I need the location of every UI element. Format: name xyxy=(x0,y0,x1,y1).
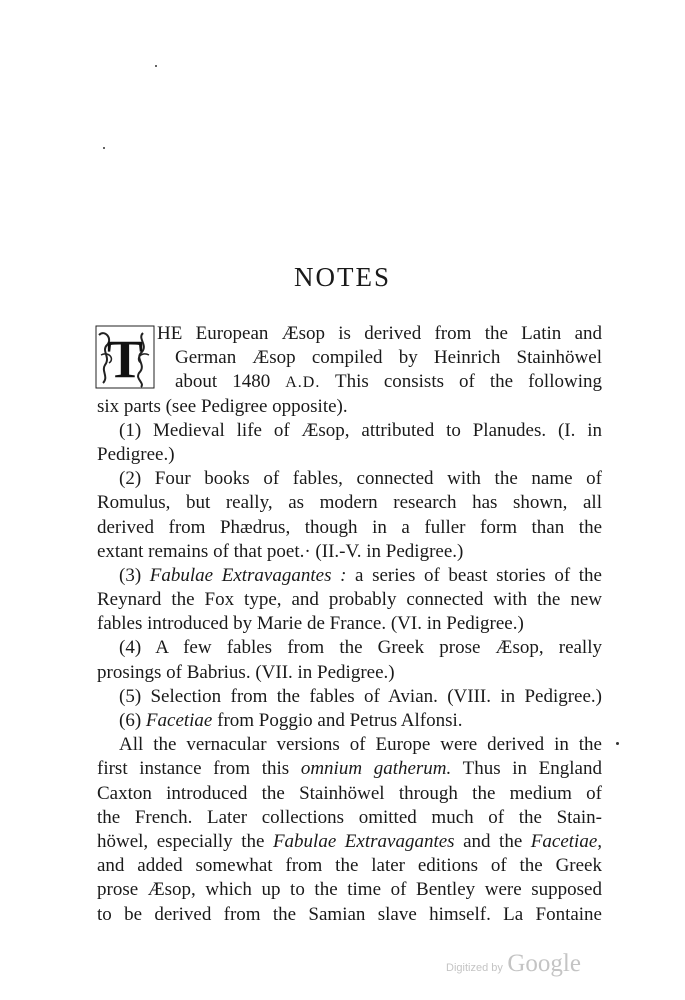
watermark-brand: Google xyxy=(507,950,581,977)
svg-text:T: T xyxy=(106,329,144,389)
text-line: six parts (see Pedigree opposite). xyxy=(97,395,348,417)
digitized-watermark xyxy=(446,950,581,978)
watermark-prefix: Digitized by xyxy=(446,962,503,974)
scan-speck xyxy=(616,742,619,745)
text-line: (2) Four books of fables, connected with the name of xyxy=(119,468,602,490)
text-line: Caxton introduced the Stainhöwel through the medium of xyxy=(97,782,602,804)
text-line: (3) Fabulae Extravagantes : a series of beast stories of the xyxy=(119,564,602,586)
text-line: prosings of Babrius. (VII. in Pedigree.) xyxy=(97,661,395,683)
text-line: first instance from this omnium gatherum. Thus in England xyxy=(97,758,602,780)
text-line: derived from Phædrus, though in a fuller form than the xyxy=(97,516,602,538)
text-line: fables introduced by Marie de France. (VI. in Pedigree.) xyxy=(97,613,524,635)
text-line: Romulus, but really, as modern research has shown, all xyxy=(97,492,602,514)
text-line: All the vernacular versions of Europe were derived in the xyxy=(119,734,602,756)
text-line: Reynard the Fox type, and probably connected with the new xyxy=(97,589,602,611)
scan-speck xyxy=(103,147,105,149)
text-line: to be derived from the Samian slave himself. La Fontaine xyxy=(97,903,602,925)
text-line: (4) A few fables from the Greek prose Æsop, really xyxy=(119,637,602,659)
text-line: Pedigree.) xyxy=(97,443,175,465)
text-line: the French. Later collections omitted much of the Stain- xyxy=(97,806,602,828)
text-line: German Æsop compiled by Heinrich Stainhöwel xyxy=(175,347,602,369)
text-line: HE European Æsop is derived from the Latin and xyxy=(157,323,602,344)
scan-speck xyxy=(155,65,157,67)
text-line: about 1480 A.D. This consists of the following xyxy=(175,371,602,393)
text-line: extant remains of that poet.· (II.-V. in Pedigree.) xyxy=(97,540,464,562)
text-line: (5) Selection from the fables of Avian. (VIII. in Pedigree.) xyxy=(119,685,602,707)
text-line: (1) Medieval life of Æsop, attributed to Planudes. (I. in xyxy=(119,419,602,441)
page-title: NOTES xyxy=(294,262,391,292)
notes-body xyxy=(97,322,602,927)
text-line: höwel, especially the Fabulae Extravagantes and the Facetiae, xyxy=(97,830,603,852)
text-line: and added somewhat from the later editions of the Greek xyxy=(97,855,602,877)
text-line: (6) Facetiae from Poggio and Petrus Alfonsi. xyxy=(119,710,463,731)
text-line: prose Æsop, which up to the time of Bentley were supposed xyxy=(97,879,602,901)
